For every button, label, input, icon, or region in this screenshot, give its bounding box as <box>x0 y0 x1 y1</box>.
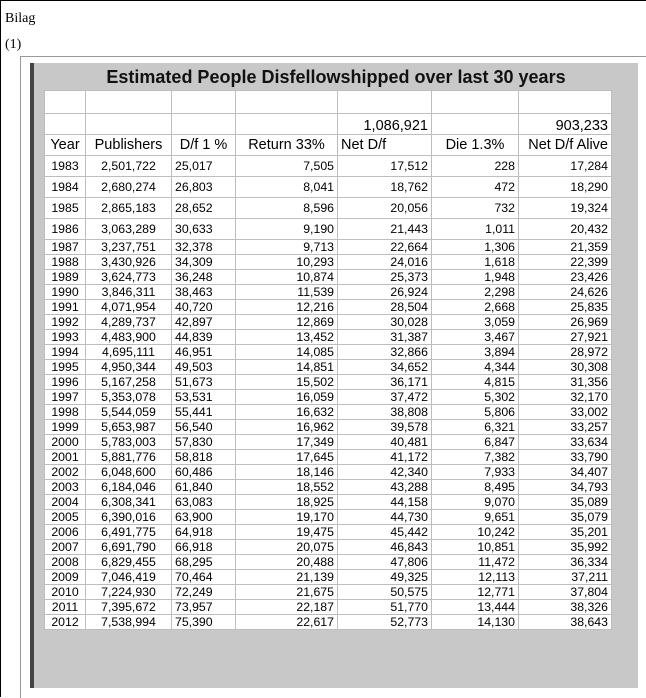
cell-net-df: 28,504 <box>338 300 432 315</box>
cell-net-df: 44,730 <box>338 510 432 525</box>
cell-net-df-alive: 24,626 <box>519 285 612 300</box>
cell-publishers: 4,071,954 <box>86 300 172 315</box>
cell-df: 44,839 <box>172 330 236 345</box>
cell-return: 12,216 <box>236 300 338 315</box>
cell-return: 16,059 <box>236 390 338 405</box>
cell-publishers: 3,237,751 <box>86 240 172 255</box>
table-row <box>45 360 612 375</box>
cell-net-df-alive: 35,079 <box>519 510 612 525</box>
cell-publishers: 3,846,311 <box>86 285 172 300</box>
cell-return: 22,187 <box>236 600 338 615</box>
table-row <box>45 435 612 450</box>
cell-net-df-alive: 33,257 <box>519 420 612 435</box>
table-row <box>45 156 612 177</box>
col-header-die: Die 1.3% <box>432 135 519 156</box>
cell-die: 12,771 <box>432 585 519 600</box>
table-row <box>45 555 612 570</box>
table-row <box>45 375 612 390</box>
cell-df: 72,249 <box>172 585 236 600</box>
cell-df: 68,295 <box>172 555 236 570</box>
table-row <box>45 330 612 345</box>
cell-publishers: 6,491,775 <box>86 525 172 540</box>
cell-net-df: 45,442 <box>338 525 432 540</box>
cell-year: 1992 <box>45 315 86 330</box>
cell-net-df-alive: 30,308 <box>519 360 612 375</box>
table-row <box>45 198 612 219</box>
cell-die: 13,444 <box>432 600 519 615</box>
cell-net-df: 21,443 <box>338 219 432 240</box>
cell-die: 4,344 <box>432 360 519 375</box>
cell-return: 9,713 <box>236 240 338 255</box>
cell-df: 49,503 <box>172 360 236 375</box>
cell-publishers: 6,048,600 <box>86 465 172 480</box>
cell-return: 19,170 <box>236 510 338 525</box>
cell-return: 18,925 <box>236 495 338 510</box>
cell-publishers: 6,691,790 <box>86 540 172 555</box>
cell-net-df: 46,843 <box>338 540 432 555</box>
cell-net-df: 50,575 <box>338 585 432 600</box>
cell-return: 10,293 <box>236 255 338 270</box>
cell-year: 1986 <box>45 219 86 240</box>
cell-publishers: 2,680,274 <box>86 177 172 198</box>
cell-year: 1987 <box>45 240 86 255</box>
table-row <box>45 585 612 600</box>
cell-publishers: 5,353,078 <box>86 390 172 405</box>
cell-year: 2003 <box>45 480 86 495</box>
cell-return: 14,851 <box>236 360 338 375</box>
cell-return: 9,190 <box>236 219 338 240</box>
cell-return: 10,874 <box>236 270 338 285</box>
cell-die: 1,618 <box>432 255 519 270</box>
cell-year: 1998 <box>45 405 86 420</box>
cell-net-df: 41,172 <box>338 450 432 465</box>
cell-year: 2006 <box>45 525 86 540</box>
cell-df: 57,830 <box>172 435 236 450</box>
cell-publishers: 4,950,344 <box>86 360 172 375</box>
cell-return: 17,349 <box>236 435 338 450</box>
table-row <box>45 465 612 480</box>
cell-return: 16,632 <box>236 405 338 420</box>
table-row <box>45 450 612 465</box>
cell-die: 7,382 <box>432 450 519 465</box>
cell-df: 60,486 <box>172 465 236 480</box>
cell-df: 28,652 <box>172 198 236 219</box>
cell-publishers: 6,390,016 <box>86 510 172 525</box>
table-row <box>45 315 612 330</box>
cell-die: 732 <box>432 198 519 219</box>
cell-die: 6,321 <box>432 420 519 435</box>
cell-net-df-alive: 23,426 <box>519 270 612 285</box>
table-row <box>45 480 612 495</box>
cell-die: 7,933 <box>432 465 519 480</box>
cell-die: 8,495 <box>432 480 519 495</box>
table-row <box>45 405 612 420</box>
cell-publishers: 3,624,773 <box>86 270 172 285</box>
cell-df: 46,951 <box>172 345 236 360</box>
table-row <box>45 285 612 300</box>
cell-df: 64,918 <box>172 525 236 540</box>
cell-net-df: 18,762 <box>338 177 432 198</box>
cell-return: 11,539 <box>236 285 338 300</box>
cell-die: 3,894 <box>432 345 519 360</box>
cell-publishers: 7,395,672 <box>86 600 172 615</box>
cell-df: 36,248 <box>172 270 236 285</box>
table-row <box>45 255 612 270</box>
cell-df: 61,840 <box>172 480 236 495</box>
cell-df: 73,957 <box>172 600 236 615</box>
doc-heading: Bilag <box>5 11 36 26</box>
cell-net-df-alive: 26,969 <box>519 315 612 330</box>
col-header-publishers: Publishers <box>86 135 172 156</box>
cell-year: 1994 <box>45 345 86 360</box>
table-row <box>45 390 612 405</box>
left-rule <box>0 0 1 697</box>
cell-year: 2012 <box>45 615 86 630</box>
cell-year: 2010 <box>45 585 86 600</box>
cell-year: 1995 <box>45 360 86 375</box>
cell-die: 3,059 <box>432 315 519 330</box>
cell-net-df: 39,578 <box>338 420 432 435</box>
cell-year: 1991 <box>45 300 86 315</box>
cell-return: 20,075 <box>236 540 338 555</box>
header-row <box>45 135 612 156</box>
net-df-total: 1,086,921 <box>338 114 432 135</box>
doc-number: (1) <box>5 37 22 52</box>
cell-return: 22,617 <box>236 615 338 630</box>
cell-df: 26,803 <box>172 177 236 198</box>
cell-net-df: 37,472 <box>338 390 432 405</box>
cell-net-df: 25,373 <box>338 270 432 285</box>
cell-die: 11,472 <box>432 555 519 570</box>
cell-publishers: 7,224,930 <box>86 585 172 600</box>
cell-return: 8,041 <box>236 177 338 198</box>
cell-net-df: 20,056 <box>338 198 432 219</box>
cell-net-df-alive: 25,835 <box>519 300 612 315</box>
table-row <box>45 570 612 585</box>
cell-return: 15,502 <box>236 375 338 390</box>
cell-year: 1997 <box>45 390 86 405</box>
cell-die: 228 <box>432 156 519 177</box>
cell-return: 18,146 <box>236 465 338 480</box>
cell-net-df-alive: 33,634 <box>519 435 612 450</box>
cell-die: 2,298 <box>432 285 519 300</box>
data-table <box>44 90 612 630</box>
cell-net-df-alive: 35,089 <box>519 495 612 510</box>
table-row <box>45 420 612 435</box>
table-row <box>45 177 612 198</box>
cell-die: 1,011 <box>432 219 519 240</box>
cell-die: 12,113 <box>432 570 519 585</box>
cell-year: 2004 <box>45 495 86 510</box>
cell-net-df-alive: 34,793 <box>519 480 612 495</box>
cell-return: 12,869 <box>236 315 338 330</box>
cell-net-df: 24,016 <box>338 255 432 270</box>
cell-publishers: 4,289,737 <box>86 315 172 330</box>
cell-df: 42,897 <box>172 315 236 330</box>
cell-return: 8,596 <box>236 198 338 219</box>
cell-net-df: 30,028 <box>338 315 432 330</box>
table-row <box>45 525 612 540</box>
cell-year: 2008 <box>45 555 86 570</box>
cell-die: 6,847 <box>432 435 519 450</box>
cell-net-df-alive: 33,002 <box>519 405 612 420</box>
cell-df: 25,017 <box>172 156 236 177</box>
cell-net-df-alive: 35,992 <box>519 540 612 555</box>
cell-year: 1984 <box>45 177 86 198</box>
cell-year: 2001 <box>45 450 86 465</box>
cell-die: 10,851 <box>432 540 519 555</box>
cell-return: 20,488 <box>236 555 338 570</box>
cell-year: 1989 <box>45 270 86 285</box>
cell-net-df-alive: 20,432 <box>519 219 612 240</box>
cell-df: 70,464 <box>172 570 236 585</box>
table-row <box>45 270 612 285</box>
cell-net-df: 22,664 <box>338 240 432 255</box>
spreadsheet-image <box>30 63 638 688</box>
cell-year: 2009 <box>45 570 86 585</box>
cell-publishers: 6,308,341 <box>86 495 172 510</box>
cell-net-df: 34,652 <box>338 360 432 375</box>
cell-return: 13,452 <box>236 330 338 345</box>
col-header-net-df-alive: Net D/f Alive <box>519 135 612 156</box>
cell-net-df-alive: 17,284 <box>519 156 612 177</box>
cell-publishers: 3,430,926 <box>86 255 172 270</box>
cell-net-df-alive: 37,211 <box>519 570 612 585</box>
table-row <box>45 300 612 315</box>
table-row <box>45 510 612 525</box>
cell-die: 14,130 <box>432 615 519 630</box>
cell-net-df: 49,325 <box>338 570 432 585</box>
cell-net-df-alive: 21,359 <box>519 240 612 255</box>
cell-net-df: 52,773 <box>338 615 432 630</box>
cell-net-df-alive: 33,790 <box>519 450 612 465</box>
top-rule <box>0 0 646 1</box>
cell-df: 55,441 <box>172 405 236 420</box>
cell-year: 2005 <box>45 510 86 525</box>
cell-publishers: 4,695,111 <box>86 345 172 360</box>
cell-year: 2000 <box>45 435 86 450</box>
cell-df: 30,633 <box>172 219 236 240</box>
cell-net-df-alive: 36,334 <box>519 555 612 570</box>
cell-df: 58,818 <box>172 450 236 465</box>
cell-df: 56,540 <box>172 420 236 435</box>
table-title: Estimated People Disfellowshipped over last 30 years <box>106 67 566 87</box>
cell-publishers: 5,653,987 <box>86 420 172 435</box>
col-header-return: Return 33% <box>236 135 338 156</box>
cell-net-df-alive: 28,972 <box>519 345 612 360</box>
cell-year: 1985 <box>45 198 86 219</box>
cell-publishers: 6,829,455 <box>86 555 172 570</box>
cell-die: 1,306 <box>432 240 519 255</box>
cell-die: 5,806 <box>432 405 519 420</box>
cell-die: 9,070 <box>432 495 519 510</box>
cell-df: 51,673 <box>172 375 236 390</box>
cell-year: 1990 <box>45 285 86 300</box>
cell-df: 63,900 <box>172 510 236 525</box>
cell-year: 1996 <box>45 375 86 390</box>
cell-die: 5,302 <box>432 390 519 405</box>
cell-net-df: 17,512 <box>338 156 432 177</box>
cell-df: 53,531 <box>172 390 236 405</box>
cell-year: 2002 <box>45 465 86 480</box>
cell-df: 40,720 <box>172 300 236 315</box>
cell-publishers: 5,783,003 <box>86 435 172 450</box>
table-row <box>45 600 612 615</box>
cell-die: 9,651 <box>432 510 519 525</box>
cell-net-df: 44,158 <box>338 495 432 510</box>
table-row <box>45 240 612 255</box>
cell-die: 3,467 <box>432 330 519 345</box>
cell-publishers: 4,483,900 <box>86 330 172 345</box>
net-df-alive-total: 903,233 <box>519 114 612 135</box>
cell-publishers: 5,881,776 <box>86 450 172 465</box>
col-header-year: Year <box>45 135 86 156</box>
cell-year: 1988 <box>45 255 86 270</box>
cell-net-df-alive: 19,324 <box>519 198 612 219</box>
cell-year: 2007 <box>45 540 86 555</box>
cell-publishers: 2,501,722 <box>86 156 172 177</box>
cell-net-df-alive: 38,643 <box>519 615 612 630</box>
col-header-net-df: Net D/f <box>338 135 432 156</box>
cell-net-df: 32,866 <box>338 345 432 360</box>
cell-return: 14,085 <box>236 345 338 360</box>
table-row <box>45 540 612 555</box>
cell-net-df-alive: 34,407 <box>519 465 612 480</box>
cell-publishers: 2,865,183 <box>86 198 172 219</box>
cell-year: 2011 <box>45 600 86 615</box>
cell-year: 1983 <box>45 156 86 177</box>
table-row <box>45 615 612 630</box>
cell-year: 1999 <box>45 420 86 435</box>
cell-df: 34,309 <box>172 255 236 270</box>
cell-net-df-alive: 22,399 <box>519 255 612 270</box>
cell-publishers: 5,167,258 <box>86 375 172 390</box>
cell-net-df: 40,481 <box>338 435 432 450</box>
cell-df: 66,918 <box>172 540 236 555</box>
cell-df: 32,378 <box>172 240 236 255</box>
table-row <box>45 345 612 360</box>
cell-df: 75,390 <box>172 615 236 630</box>
cell-publishers: 7,046,419 <box>86 570 172 585</box>
cell-die: 4,815 <box>432 375 519 390</box>
cell-df: 63,083 <box>172 495 236 510</box>
cell-net-df: 51,770 <box>338 600 432 615</box>
table-body <box>45 156 612 630</box>
cell-net-df: 26,924 <box>338 285 432 300</box>
cell-return: 19,475 <box>236 525 338 540</box>
cell-publishers: 3,063,289 <box>86 219 172 240</box>
cell-return: 7,505 <box>236 156 338 177</box>
cell-net-df: 36,171 <box>338 375 432 390</box>
blank-row <box>45 91 612 114</box>
cell-net-df-alive: 37,804 <box>519 585 612 600</box>
table-row <box>45 219 612 240</box>
cell-df: 38,463 <box>172 285 236 300</box>
cell-return: 16,962 <box>236 420 338 435</box>
cell-net-df: 38,808 <box>338 405 432 420</box>
cell-publishers: 6,184,046 <box>86 480 172 495</box>
totals-row <box>45 114 612 135</box>
col-header-df: D/f 1 % <box>172 135 236 156</box>
cell-net-df-alive: 27,921 <box>519 330 612 345</box>
cell-net-df-alive: 18,290 <box>519 177 612 198</box>
cell-net-df: 43,288 <box>338 480 432 495</box>
cell-return: 17,645 <box>236 450 338 465</box>
cell-publishers: 7,538,994 <box>86 615 172 630</box>
cell-die: 10,242 <box>432 525 519 540</box>
cell-net-df-alive: 32,170 <box>519 390 612 405</box>
cell-die: 472 <box>432 177 519 198</box>
cell-return: 21,139 <box>236 570 338 585</box>
cell-net-df-alive: 38,326 <box>519 600 612 615</box>
cell-net-df: 42,340 <box>338 465 432 480</box>
cell-die: 2,668 <box>432 300 519 315</box>
cell-publishers: 5,544,059 <box>86 405 172 420</box>
cell-return: 18,552 <box>236 480 338 495</box>
cell-net-df: 47,806 <box>338 555 432 570</box>
cell-return: 21,675 <box>236 585 338 600</box>
cell-year: 1993 <box>45 330 86 345</box>
table-row <box>45 495 612 510</box>
cell-net-df-alive: 35,201 <box>519 525 612 540</box>
cell-die: 1,948 <box>432 270 519 285</box>
cell-net-df: 31,387 <box>338 330 432 345</box>
cell-net-df-alive: 31,356 <box>519 375 612 390</box>
